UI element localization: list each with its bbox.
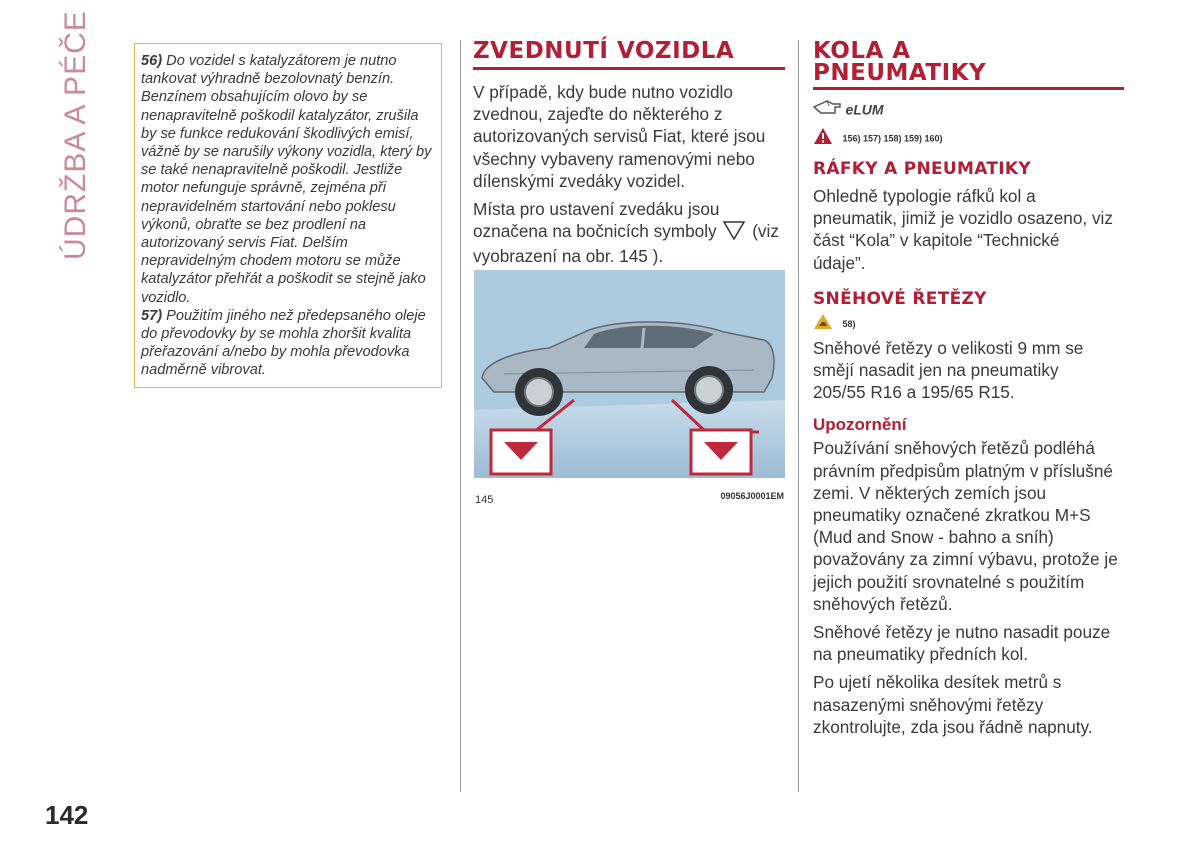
- column-divider: [798, 40, 799, 792]
- jack-triangle-icon: [723, 220, 745, 245]
- warning-row: [813, 127, 1125, 147]
- section-heading: KOLA A PNEUMATIKY: [813, 38, 987, 86]
- note-number: 57): [141, 307, 163, 324]
- chains-heading: SNĚHOVÉ ŘETĚZY: [813, 288, 987, 309]
- notice-heading: Upozornění: [813, 415, 907, 435]
- sidebar-section-title: [47, 10, 107, 268]
- warning-triangle-icon: [813, 127, 833, 150]
- notice-paragraph: Používání sněhových řetězů podléhá právním předpisům platným v příslušné zemi. V některých zemích jsou pneumatiky označené zkratkou M+S (Mud and Snow - bahno a sníh) považovány za zimní výbavu, protože je jejich použití srovnatelné s použitím sněhových řetězů.: [813, 438, 1118, 614]
- lifting-paragraph: V případě, kdy bude nutno vozidlo zvednou, zajeďte do některého z autorizovaných servisů Fiat, které jsou všechny vybaveny ramenovými nebo dílenskými zvedáky vozidel.: [473, 82, 766, 191]
- warning-refs: 156) 157) 158) 159) 160): [842, 133, 943, 144]
- hand-pointer-icon: [813, 98, 841, 121]
- rims-heading: RÁFKY A PNEUMATIKY: [813, 159, 1031, 179]
- lifting-points-paragraph: [473, 198, 785, 268]
- caution-icon: [813, 313, 833, 335]
- rims-paragraph: Ohledně typologie ráfků kol a pneumatik, jimiž je vozidlo osazeno, viz část “Kola” v kapitole “Technické údaje”.: [813, 186, 1113, 273]
- eluf-row: [813, 98, 1125, 120]
- chains-ref: 58): [842, 318, 856, 329]
- car-illustration: [474, 270, 785, 478]
- lifting-points-line: vyobrazení na obr. 145 ).: [473, 246, 664, 267]
- note-56: [141, 52, 436, 307]
- section-heading: ZVEDNUTÍ VOZIDLA: [473, 38, 735, 64]
- figure-code: 09056J0001EM: [720, 491, 784, 501]
- note-57: [141, 307, 436, 380]
- lifting-section: [473, 38, 785, 506]
- note-text: Do vozidel s katalyzátorem je nutno tankovat výhradně bezolovnatý benzín. Benzínem obsahujícím olovo by se nenapravitelně poškodil katalyzátor, zrušila by se funkce redukování škodlivých emisí, vážně by se narušily výkony vozidla, který by se také nenapravitelně poškodil. Jestliže motor nefunguje správně, zejména při nepravidelném startování nebo poklesu výkonů, obraťte se bez prodlení na autorizovaný servis Fiat. Delším nepravidelným chodem motoru se může katalyzátor přehřát a poškodit se stejně jako vozidlo.: [141, 53, 432, 306]
- notice-paragraph: Po ujetí několika desítek metrů s nasazenými sněhovými řetězy zkontrolujte, zda jsou řádně napnuty.: [813, 672, 1093, 737]
- column-divider: [460, 40, 461, 792]
- figure-number: 145: [475, 494, 494, 506]
- heading-rule: [473, 67, 785, 70]
- chains-paragraph: Sněhové řetězy o velikosti 9 mm se smějí nasadit jen na pneumatiky 205/55 R16 a 195/65 R15.: [813, 337, 1084, 403]
- figure-caption-row: [475, 490, 786, 508]
- note-text: Použitím jiného než předepsaného oleje do převodovky by se mohla zhoršit kvalita přeřazování a/nebo by mohla převodovka nadměrně vibrovat.: [141, 307, 426, 379]
- page-number: 142: [45, 800, 89, 830]
- eluf-label: eLUM: [845, 101, 884, 118]
- lifting-points-line: označena na bočnicích symboly (viz: [473, 220, 785, 245]
- car-lift-figure: [474, 270, 785, 478]
- heading-rule: [813, 87, 1124, 90]
- notes-box: [134, 43, 442, 388]
- wheels-section: [813, 38, 1125, 738]
- sidebar-section-title-text: ÚDRŽBA A PÉČE: [59, 10, 92, 260]
- note-number: 56): [141, 53, 163, 69]
- lifting-points-line: Místa pro ustavení zvedáku jsou: [473, 199, 720, 220]
- caution-row: [813, 313, 1125, 331]
- notice-paragraph: Sněhové řetězy je nutno nasadit pouze na pneumatiky předních kol.: [813, 622, 1111, 665]
